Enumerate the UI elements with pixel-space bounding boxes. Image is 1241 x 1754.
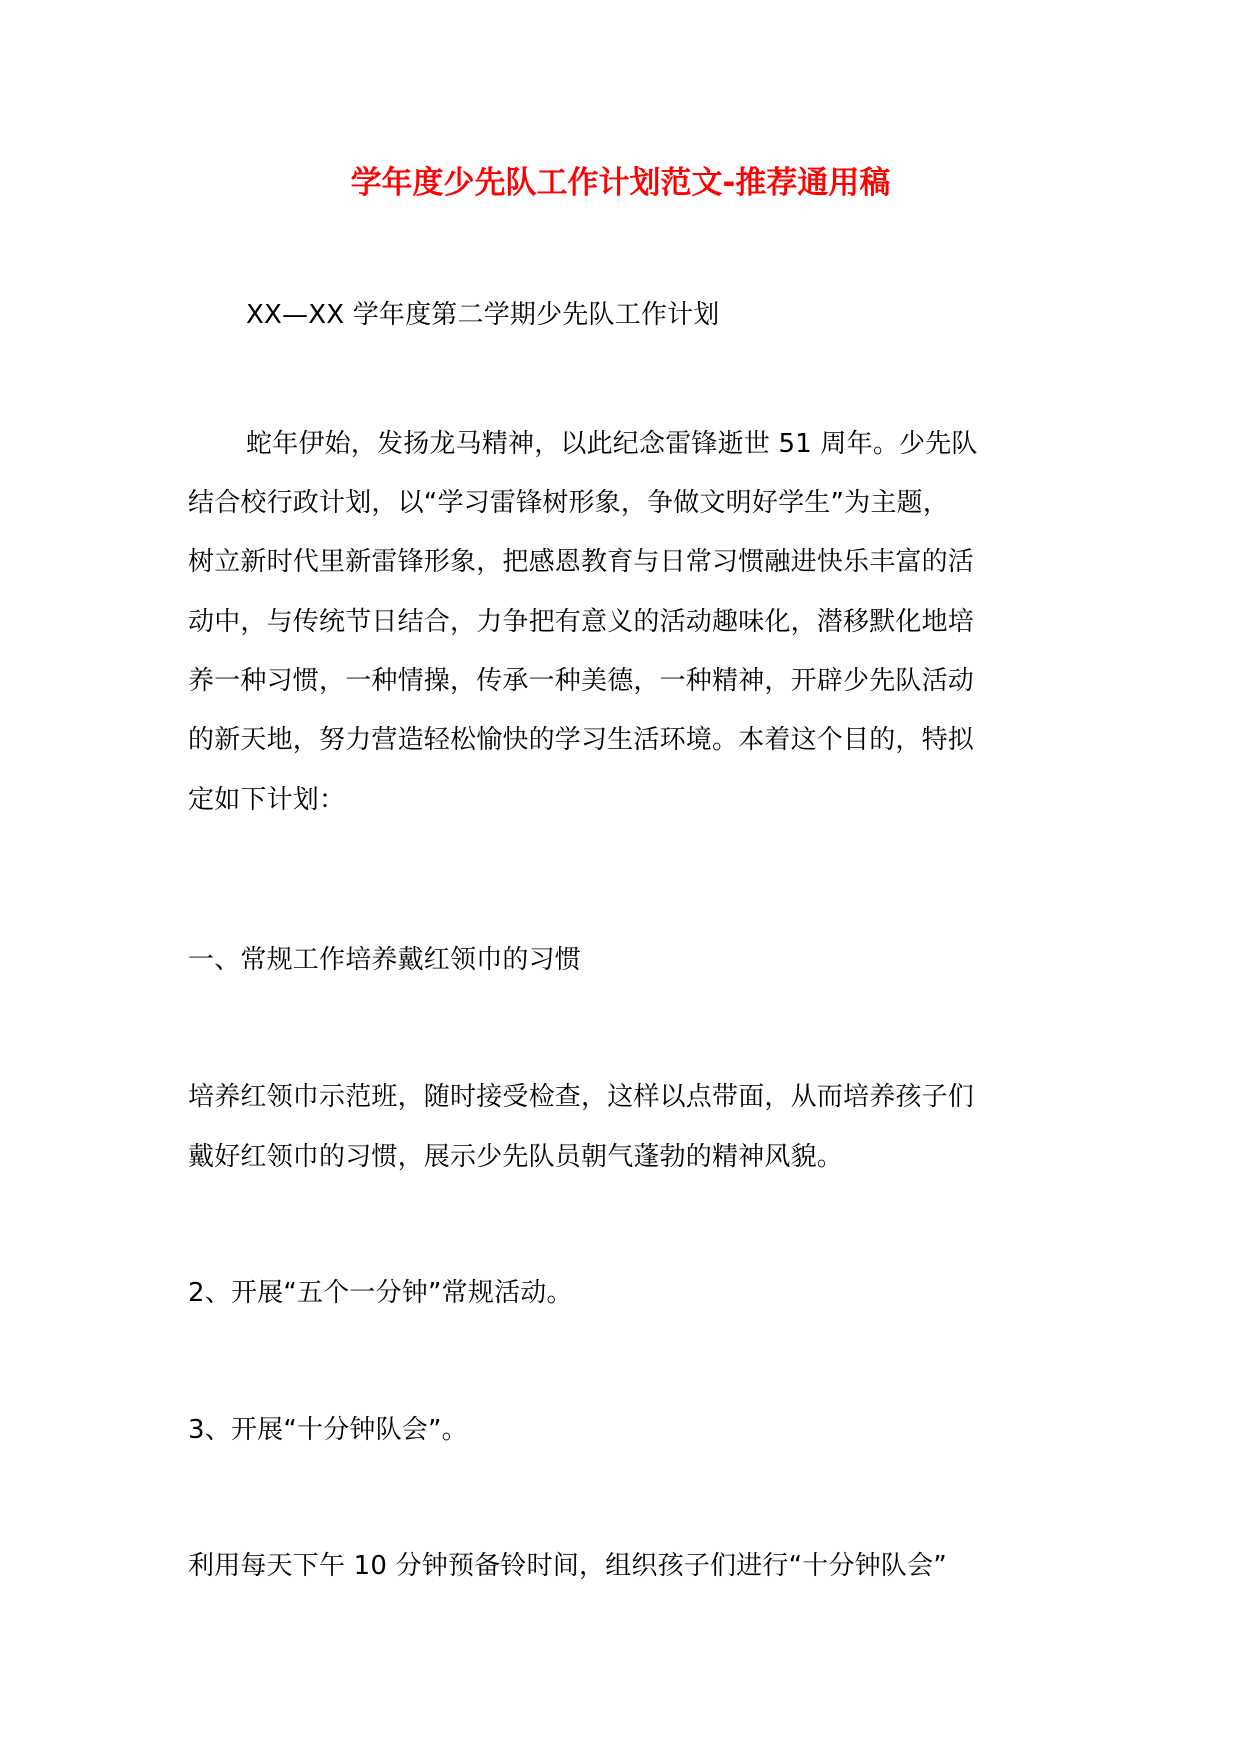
list-item: 3、开展“十分钟队会”。: [188, 1415, 468, 1445]
intro-line: 动中，与传统节日结合，力争把有意义的活动趣味化，潜移默化地培: [188, 607, 975, 637]
paragraph-line: 戴好红领巾的习惯，展示少先队员朝气蓬勃的精神风貌。: [188, 1142, 844, 1172]
intro-line: 树立新时代里新雷锋形象，把感恩教育与日常习惯融进快乐丰富的活: [188, 547, 975, 577]
intro-line: 养一种习惯，一种情操，传承一种美德，一种精神，开辟少先队活动: [188, 666, 975, 696]
intro-line: 的新天地，努力营造轻松愉快的学习生活环境。本着这个目的，特拟: [188, 725, 975, 755]
document-subtitle: XX—XX 学年度第二学期少先队工作计划: [246, 300, 720, 330]
paragraph-line: 培养红领巾示范班，随时接受检查，这样以点带面，从而培养孩子们: [188, 1082, 975, 1112]
paragraph-line: 利用每天下午 10 分钟预备铃时间，组织孩子们进行“十分钟队会”: [188, 1551, 947, 1581]
intro-line: 定如下计划：: [188, 785, 346, 815]
document-title: 学年度少先队工作计划范文-推荐通用稿: [350, 165, 891, 201]
intro-line: 结合校行政计划，以“学习雷锋树形象，争做文明好学生”为主题，: [188, 488, 949, 518]
intro-line: 蛇年伊始，发扬龙马精神，以此纪念雷锋逝世 51 周年。少先队: [246, 429, 978, 459]
list-item: 2、开展“五个一分钟”常规活动。: [188, 1278, 573, 1308]
section-heading: 一、常规工作培养戴红领巾的习惯: [188, 945, 582, 975]
